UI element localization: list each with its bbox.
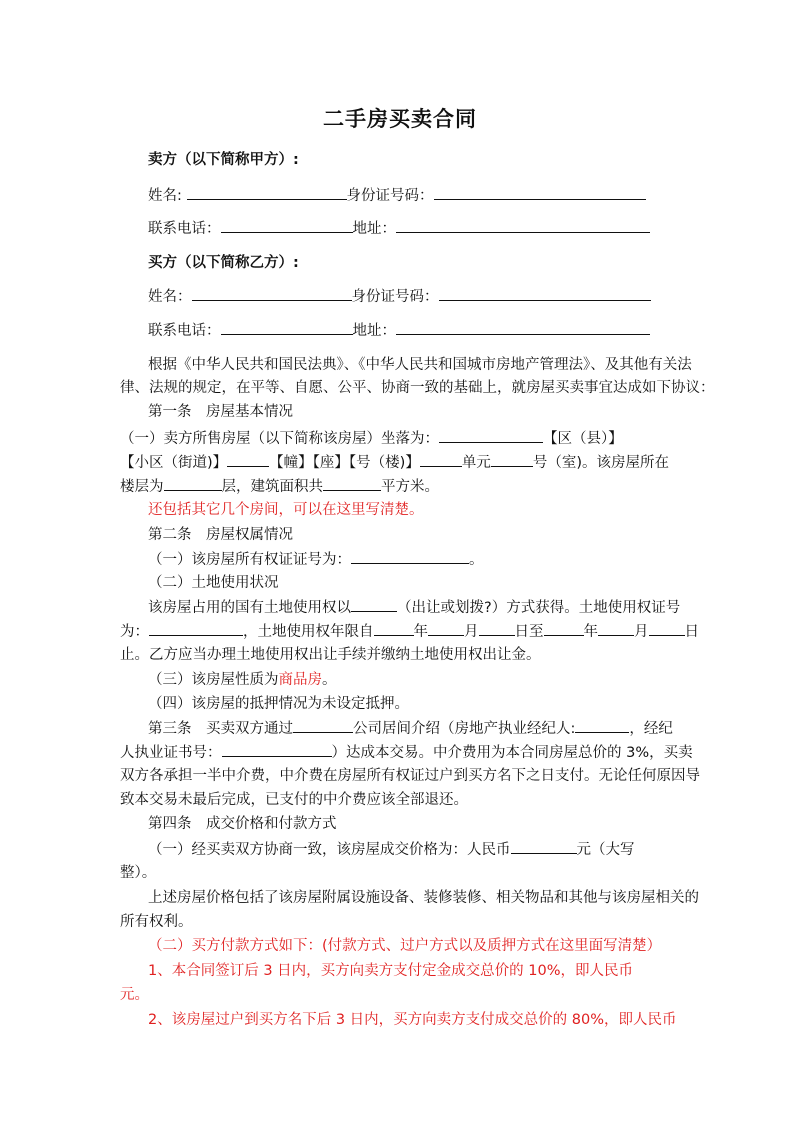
article-4-heading: 第四条 成交价格和付款方式 xyxy=(148,816,337,832)
article-4-para-4: 所有权利。 xyxy=(120,914,193,930)
article-2-para-1 xyxy=(148,549,484,570)
article-1-para-1 xyxy=(120,428,623,449)
art4-price-blank[interactable] xyxy=(511,839,577,854)
art4-price-unit: 元（大写 xyxy=(576,842,635,858)
art2-nature-label: （三）该房屋性质为 xyxy=(148,672,279,688)
art2-end-year-blank[interactable] xyxy=(544,621,584,636)
article-4-para-1 xyxy=(148,839,635,860)
article-3-para-4: 致本交易未最后完成，已支付的中介费应该全部退还。 xyxy=(120,792,468,808)
buyer-heading: 买方（以下简称乙方）: xyxy=(148,255,299,271)
art3-agent-blank[interactable] xyxy=(575,718,629,733)
art2-land-method-blank[interactable] xyxy=(351,597,397,612)
article-1-para-2 xyxy=(120,452,669,473)
buyer-phone-label: 联系电话： xyxy=(148,323,221,339)
seller-phone-row xyxy=(148,218,650,239)
seller-phone-blank[interactable] xyxy=(221,218,353,233)
buyer-id-label: 身份证号码： xyxy=(351,289,439,305)
art1-unit-blank[interactable] xyxy=(491,452,533,467)
seller-id-blank[interactable] xyxy=(434,185,646,200)
article-3-para-2 xyxy=(120,742,693,763)
buyer-phone-blank[interactable] xyxy=(221,320,353,335)
art2-land-label: 该房屋占用的国有土地使用权以 xyxy=(148,600,351,616)
art1-floor-label: 楼层为 xyxy=(120,479,164,495)
seller-name-row xyxy=(148,185,646,206)
art2-year-label: 年 xyxy=(413,624,428,640)
art2-land-cert-blank[interactable] xyxy=(149,621,243,636)
buyer-name-blank[interactable] xyxy=(192,286,352,301)
article-4-para-3: 上述房屋价格包括了该房屋附属设施设备、装修装修、相关物品和其他与该房屋相关的 xyxy=(148,890,699,906)
art1-room-label: 号（室)。该房屋所在 xyxy=(532,455,669,471)
art2-nature-end: 。 xyxy=(322,672,337,688)
art2-year-label-2: 年 xyxy=(583,624,598,640)
art3-license-label: 人执业证书号： xyxy=(120,745,222,761)
article-2-para-4 xyxy=(120,621,699,642)
art2-cert-label: （一）该房屋所有权证证号为： xyxy=(148,552,351,568)
article-4-payment-2: 2、该房屋过户到买方名下后 3 日内，买方向卖方支付成交总价的 80%，即人民币 xyxy=(148,1012,677,1028)
intro-line-1: 根据《中华人民共和国民法典》、《中华人民共和国城市房地产管理法》、及其他有关法 xyxy=(148,357,692,373)
seller-name-label: 姓名: xyxy=(148,188,187,204)
article-2-para-3 xyxy=(148,597,680,618)
buyer-name-row xyxy=(148,286,651,307)
seller-phone-label: 联系电话： xyxy=(148,221,221,237)
seller-addr-blank[interactable] xyxy=(396,218,650,233)
article-1-heading: 第一条 房屋基本情况 xyxy=(148,404,293,420)
art1-area-label: 层，建筑面积共 xyxy=(221,479,323,495)
art2-cert-blank[interactable] xyxy=(351,549,469,564)
art1-floor-blank[interactable] xyxy=(164,476,222,491)
art4-price-label: （一）经买卖双方协商一致，该房屋成交价格为：人民币 xyxy=(148,842,511,858)
article-2-para-6 xyxy=(148,670,337,690)
art3-agent-end: ，经纪 xyxy=(629,721,673,737)
article-2-para-5: 止。乙方应当办理土地使用权出让手续并缴纳土地使用权出让金。 xyxy=(120,647,541,663)
art1-building-blank[interactable] xyxy=(420,452,462,467)
art3-fee-label: ）达成本交易。中介费用为本合同房屋总价的 3%，买卖 xyxy=(331,745,693,761)
article-4-payment-1: 1、本合同签订后 3 日内，买方向卖方支付定金成交总价的 10%，即人民币 xyxy=(148,963,634,979)
seller-heading: 卖方（以下简称甲方）: xyxy=(148,152,299,168)
art1-sqm-label: 平方米。 xyxy=(381,479,439,495)
art2-month-label: 月 xyxy=(464,624,479,640)
buyer-name-label: 姓名： xyxy=(148,289,192,305)
intro-line-2: 律、法规的规定，在平等、自愿、公平、协商一致的基础上，就房屋买卖事宜达成如下协议： xyxy=(120,380,715,396)
seller-id-label: 身份证号码： xyxy=(346,188,434,204)
article-4-para-2: 整）。 xyxy=(120,865,157,881)
article-4-payment-1-end: 元。 xyxy=(120,987,149,1003)
art1-district-label: 【区（县）】 xyxy=(543,431,623,447)
article-4-payment-heading: （二）买方付款方式如下：(付款方式、过户方式以及质押方式在这里面写清楚） xyxy=(148,938,662,954)
art2-month-label-2: 月 xyxy=(634,624,649,640)
art1-location-blank[interactable] xyxy=(439,428,543,443)
art1-unit-label: 单元 xyxy=(461,455,491,471)
art2-day-label: 日 xyxy=(684,624,699,640)
art2-start-year-blank[interactable] xyxy=(374,621,414,636)
article-3-para-1 xyxy=(148,718,673,739)
art3-company-blank[interactable] xyxy=(293,718,353,733)
seller-name-blank[interactable] xyxy=(187,185,347,200)
art3-via-label: 第三条 买卖双方通过 xyxy=(148,721,293,737)
article-2-para-2: （二）土地使用状况 xyxy=(148,575,279,591)
article-2-heading: 第二条 房屋权属情况 xyxy=(148,527,293,543)
art2-land-method-label: （出让或划拨?）方式获得。土地使用权证号 xyxy=(397,600,681,616)
art1-community-blank[interactable] xyxy=(227,452,269,467)
art1-community-label: 【小区（街道)】 xyxy=(120,455,228,471)
art2-day-to-label: 日至 xyxy=(514,624,544,640)
art3-agent-label: 公司居间介绍（房地产执业经纪人: xyxy=(353,721,576,737)
art1-building-label: 【幢】【座】【号（楼)】 xyxy=(269,455,420,471)
buyer-addr-blank[interactable] xyxy=(396,320,650,335)
art2-term-label: ，土地使用权年限自 xyxy=(243,624,374,640)
art2-start-month-blank[interactable] xyxy=(428,621,464,636)
article-3-para-3: 双方各承担一半中介费，中介费在房屋所有权证过户到买方名下之日支付。无论任何原因导 xyxy=(120,768,700,784)
buyer-id-blank[interactable] xyxy=(439,286,651,301)
art2-land-cert-label: 为： xyxy=(120,624,149,640)
buyer-addr-label: 地址： xyxy=(352,323,396,339)
art2-nature-value: 商品房 xyxy=(278,672,322,688)
art1-location-label: （一）卖方所售房屋（以下简称该房屋）坐落为： xyxy=(120,431,439,447)
buyer-phone-row xyxy=(148,320,650,341)
art2-end-day-blank[interactable] xyxy=(649,621,685,636)
art2-cert-end: 。 xyxy=(469,552,484,568)
seller-addr-label: 地址： xyxy=(352,221,396,237)
article-1-para-3 xyxy=(120,476,439,497)
art2-start-day-blank[interactable] xyxy=(479,621,515,636)
article-1-note: 还包括其它几个房间，可以在这里写清楚。 xyxy=(148,502,424,518)
document-title: 二手房买卖合同 xyxy=(323,107,477,131)
art1-area-blank[interactable] xyxy=(323,476,381,491)
art2-end-month-blank[interactable] xyxy=(598,621,634,636)
article-2-para-7: （四）该房屋的抵押情况为未设定抵押。 xyxy=(148,696,409,712)
art3-license-blank[interactable] xyxy=(222,742,332,757)
